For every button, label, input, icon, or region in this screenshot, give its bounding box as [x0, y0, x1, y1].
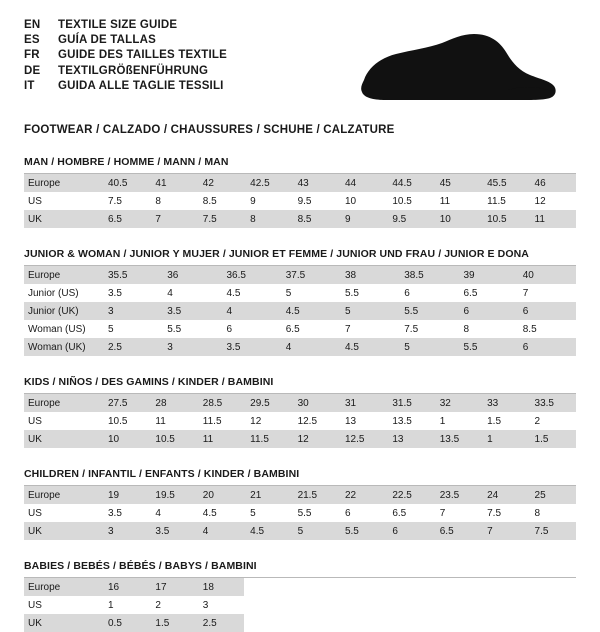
cell: 38.5: [398, 266, 457, 284]
cell: 36.5: [221, 266, 280, 284]
cell: 6: [344, 507, 351, 519]
cell: 3: [102, 522, 149, 540]
cell: 3.5: [161, 302, 220, 320]
language-row: [24, 48, 227, 63]
cell: 1: [108, 599, 114, 611]
cell-empty: [244, 614, 291, 632]
cell: 11.5: [487, 195, 506, 207]
table-row: [24, 210, 576, 228]
cell-empty: [481, 614, 528, 632]
cell: 44: [339, 174, 386, 192]
cell: 11: [197, 430, 244, 448]
cell: 43: [292, 174, 339, 192]
cell: 5: [398, 338, 457, 356]
cell: 21.5: [292, 486, 339, 504]
cell: 3.5: [108, 287, 122, 299]
cell-empty: [481, 596, 528, 614]
size-block-man: [24, 156, 576, 228]
cell: 31.5: [386, 394, 433, 412]
cell: 1.5: [529, 430, 576, 448]
cell: 18: [197, 578, 244, 596]
cell: 0.5: [102, 614, 149, 632]
cell-empty: [244, 578, 291, 596]
size-table: [24, 266, 576, 356]
block-title: BABIES / BEBÉS / BÉBÉS / BABYS / BAMBINI: [24, 560, 576, 578]
cell: 45.5: [481, 174, 528, 192]
table-row: [24, 596, 576, 614]
cell: 11.5: [244, 430, 291, 448]
cell-empty: [386, 578, 433, 596]
cell-empty: [434, 614, 481, 632]
cell: 2: [155, 599, 161, 611]
row-label: UK: [24, 210, 102, 228]
language-title: GUIDA ALLE TAGLIE TESSILI: [58, 79, 224, 92]
cell: 6: [386, 522, 433, 540]
language-row: [24, 18, 227, 33]
cell: 4.5: [339, 338, 398, 356]
cell: 7.5: [487, 507, 502, 519]
cell: 27.5: [102, 394, 149, 412]
cell: 4: [155, 507, 161, 519]
cell: 1.5: [487, 415, 502, 427]
cell: 28: [149, 394, 196, 412]
cell: 7.5: [108, 195, 122, 207]
cell: 12: [250, 415, 262, 427]
cell: 6.5: [102, 210, 149, 228]
cell: 3: [202, 599, 209, 611]
cell: 5: [250, 507, 256, 519]
block-title: CHILDREN / INFANTIL / ENFANTS / KINDER / BAMBINI: [24, 468, 576, 486]
row-label: Europe: [24, 174, 102, 192]
cell: 39: [458, 266, 517, 284]
cell: 2.5: [197, 614, 244, 632]
cell: 5.5: [339, 522, 386, 540]
cell: 8: [244, 210, 291, 228]
cell: 9.5: [297, 195, 312, 207]
cell: 5.5: [458, 338, 517, 356]
cell: 32: [434, 394, 481, 412]
table-row: [24, 192, 576, 210]
cell: 7: [522, 287, 529, 299]
cell: 4.5: [244, 522, 291, 540]
cell: 31: [339, 394, 386, 412]
cell: 40: [517, 266, 576, 284]
row-label: US: [28, 415, 42, 427]
cell: 12.5: [339, 430, 386, 448]
cell: 7: [345, 323, 351, 335]
cell: 8: [534, 507, 541, 519]
cell: 23.5: [434, 486, 481, 504]
table-row: [24, 412, 576, 430]
cell: 44.5: [386, 174, 433, 192]
size-table: [24, 486, 576, 540]
cell: 13.5: [392, 415, 412, 427]
cell: 29.5: [244, 394, 291, 412]
row-label: Europe: [24, 486, 102, 504]
table-row: [24, 302, 576, 320]
cell: 8: [463, 323, 470, 335]
cell: 12.5: [297, 415, 318, 427]
language-row: [24, 64, 227, 79]
cell: 5: [292, 522, 339, 540]
table-row: [24, 320, 576, 338]
row-label: Woman (UK): [24, 338, 102, 356]
language-title: TEXTILGRÖßENFÜHRUNG: [58, 64, 209, 77]
cell: 11: [439, 195, 451, 207]
page-title: FOOTWEAR / CALZADO / CHAUSSURES / SCHUHE / CALZATURE: [24, 124, 395, 136]
cell-empty: [529, 578, 576, 596]
cell-empty: [292, 596, 339, 614]
cell: 6: [517, 302, 576, 320]
cell-empty: [529, 614, 576, 632]
cell: 16: [102, 578, 149, 596]
cell-empty: [339, 614, 386, 632]
cell: 37.5: [280, 266, 339, 284]
row-label: US: [28, 599, 42, 611]
block-title: KIDS / NIÑOS / DES GAMINS / KINDER / BAMBINI: [24, 376, 576, 394]
cell: 10: [344, 195, 357, 207]
cell: 41: [149, 174, 196, 192]
cell: 10.5: [481, 210, 528, 228]
cell: 6.5: [285, 323, 300, 335]
cell: 19.5: [149, 486, 196, 504]
cell: 5.5: [297, 507, 312, 519]
cell: 3.5: [108, 507, 122, 519]
cell: 12: [292, 430, 339, 448]
row-label: Junior (UK): [24, 302, 102, 320]
cell-empty: [434, 596, 481, 614]
row-label: UK: [24, 430, 102, 448]
cell: 10: [102, 430, 149, 448]
cell: 4: [197, 522, 244, 540]
cell: 22: [339, 486, 386, 504]
cell: 1.5: [149, 614, 196, 632]
cell: 5: [108, 323, 114, 335]
cell: 6.5: [434, 522, 481, 540]
language-code: EN: [24, 19, 41, 31]
size-block-babies: [24, 560, 576, 632]
cell-empty: [292, 614, 339, 632]
row-label: Woman (US): [28, 323, 86, 335]
cell-empty: [529, 596, 576, 614]
cell: 8.5: [522, 323, 537, 335]
cell: 3.5: [221, 338, 280, 356]
cell-empty: [386, 596, 433, 614]
row-label: Junior (US): [28, 287, 79, 299]
cell: 4.5: [202, 507, 217, 519]
cell: 4: [221, 302, 280, 320]
cell: 25: [529, 486, 576, 504]
table-row: [24, 284, 576, 302]
cell: 7: [481, 522, 528, 540]
cell-empty: [434, 578, 481, 596]
language-title: TEXTILE SIZE GUIDE: [58, 19, 178, 31]
cell: 4: [167, 287, 173, 299]
cell: 8: [155, 195, 161, 207]
cell: 13: [386, 430, 433, 448]
cell: 22.5: [386, 486, 433, 504]
cell: 28.5: [197, 394, 244, 412]
cell: 11: [155, 415, 166, 427]
cell: 9.5: [386, 210, 433, 228]
cell: 35.5: [102, 266, 161, 284]
cell: 13: [344, 415, 357, 427]
table-row: [24, 394, 576, 412]
cell-empty: [481, 578, 528, 596]
table-row: [24, 504, 576, 522]
dress-shoe-icon: [358, 28, 558, 106]
cell: 5: [285, 287, 292, 299]
cell: 9: [250, 195, 256, 207]
table-row: [24, 486, 576, 504]
language-row: [24, 33, 227, 48]
cell: 42: [197, 174, 244, 192]
header: [24, 18, 576, 106]
cell-empty: [292, 578, 339, 596]
cell: 11: [529, 210, 576, 228]
cell: 6.5: [392, 507, 407, 519]
cell: 7: [149, 210, 196, 228]
cell: 20: [197, 486, 244, 504]
cell: 36: [161, 266, 220, 284]
cell: 10: [434, 210, 481, 228]
size-block-junior-woman: [24, 248, 576, 356]
cell: 7.5: [404, 323, 419, 335]
size-table: [24, 394, 576, 448]
cell: 11.5: [202, 415, 222, 427]
row-label: US: [28, 507, 42, 519]
row-label: UK: [24, 614, 102, 632]
language-code: DE: [24, 64, 41, 77]
cell: 30: [292, 394, 339, 412]
size-table: [24, 578, 576, 632]
language-code: ES: [24, 34, 40, 47]
cell: 3: [161, 338, 220, 356]
cell: 9: [339, 210, 386, 228]
cell-empty: [386, 614, 433, 632]
cell: 21: [244, 486, 291, 504]
cell: 3: [102, 302, 161, 320]
cell: 24: [481, 486, 528, 504]
cell: 13.5: [434, 430, 481, 448]
cell: 5: [339, 302, 398, 320]
cell: 46: [529, 174, 576, 192]
size-block-kids: [24, 376, 576, 448]
cell: 6: [517, 338, 576, 356]
size-block-children: [24, 468, 576, 540]
cell: 1: [439, 415, 446, 427]
cell: 42.5: [244, 174, 291, 192]
cell: 12: [534, 195, 546, 207]
row-label: US: [28, 195, 42, 207]
table-row: [24, 174, 576, 192]
cell: 5.5: [398, 302, 457, 320]
cell: 10.5: [149, 430, 196, 448]
cell: 7: [439, 507, 446, 519]
cell: 5.5: [167, 323, 182, 335]
cell-empty: [339, 578, 386, 596]
cell: 40.5: [102, 174, 149, 192]
block-title: MAN / HOMBRE / HOMME / MANN / MAN: [24, 156, 576, 174]
cell: 8.5: [202, 195, 217, 207]
cell: 4: [280, 338, 339, 356]
cell-empty: [339, 596, 386, 614]
cell-empty: [244, 596, 291, 614]
cell: 1: [481, 430, 528, 448]
table-row: [24, 266, 576, 284]
cell: 33.5: [529, 394, 576, 412]
cell: 7.5: [197, 210, 244, 228]
size-table: [24, 174, 576, 228]
row-label: Europe: [24, 266, 102, 284]
row-label: Europe: [24, 394, 102, 412]
cell: 45: [434, 174, 481, 192]
cell: 4.5: [226, 287, 241, 299]
language-title-list: [24, 18, 227, 94]
language-row: [24, 79, 227, 94]
cell: 6.5: [463, 287, 478, 299]
block-title: JUNIOR & WOMAN / JUNIOR Y MUJER / JUNIOR ET FEMME / JUNIOR UND FRAU / JUNIOR E DONA: [24, 248, 576, 266]
cell: 6: [404, 287, 410, 299]
row-label: UK: [24, 522, 102, 540]
table-row: [24, 578, 576, 596]
language-title: GUIDE DES TAILLES TEXTILE: [58, 49, 227, 62]
table-row: [24, 338, 576, 356]
cell: 10.5: [392, 195, 412, 207]
cell: 8.5: [292, 210, 339, 228]
language-code: IT: [24, 79, 35, 92]
cell: 7.5: [529, 522, 576, 540]
cell: 2: [534, 415, 541, 427]
cell: 19: [102, 486, 149, 504]
language-title: GUÍA DE TALLAS: [58, 34, 156, 47]
cell: 4.5: [280, 302, 339, 320]
cell: 2.5: [102, 338, 161, 356]
cell: 6: [458, 302, 517, 320]
cell: 33: [481, 394, 528, 412]
table-row: [24, 614, 576, 632]
cell: 38: [339, 266, 398, 284]
cell: 17: [149, 578, 196, 596]
cell: 5.5: [345, 287, 359, 299]
table-row: [24, 522, 576, 540]
row-label: Europe: [24, 578, 102, 596]
cell: 6: [226, 323, 233, 335]
cell: 3.5: [149, 522, 196, 540]
language-code: FR: [24, 49, 40, 62]
table-row: [24, 430, 576, 448]
cell: 10.5: [108, 415, 128, 427]
